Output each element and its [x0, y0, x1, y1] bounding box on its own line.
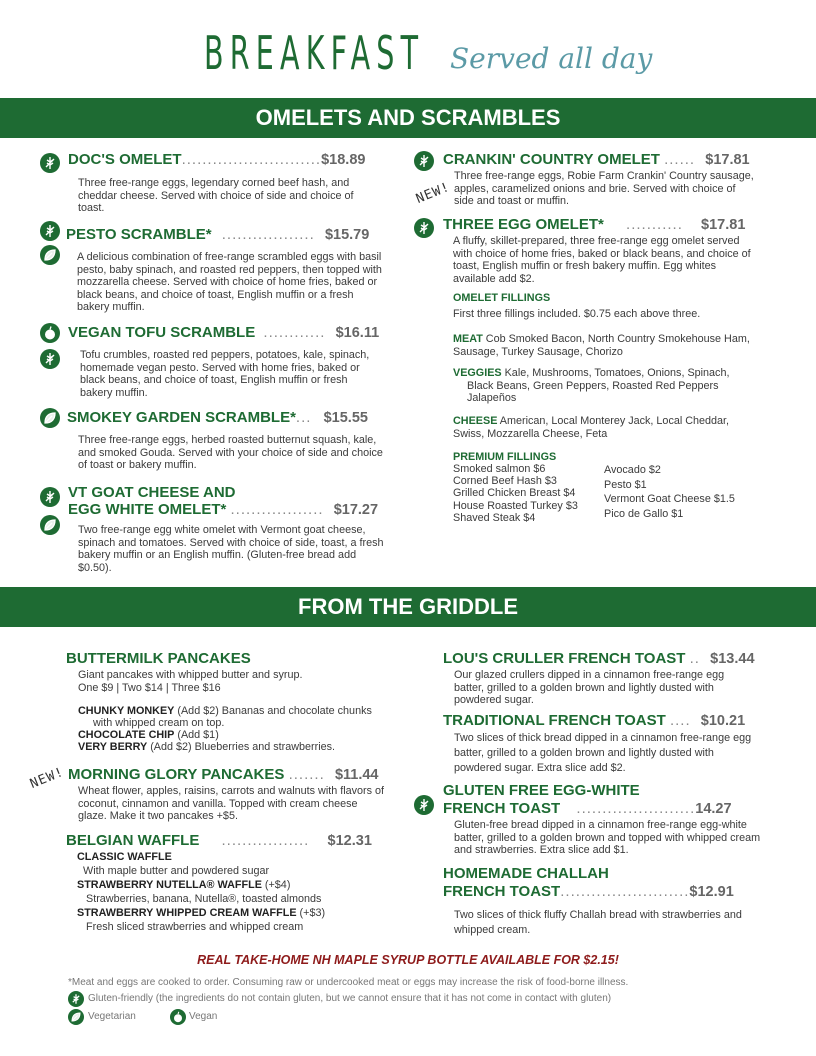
fillings-cheese-label: CHEESE — [453, 415, 498, 427]
leader-dots: ................. — [221, 832, 310, 849]
leader-dots: ... — [295, 409, 312, 426]
leader-dots: .. — [689, 650, 700, 667]
option-desc: (Add $1) — [174, 729, 219, 741]
fillings-meat — [453, 333, 753, 358]
fillings-veggies — [453, 367, 743, 405]
maple-syrup-promo: REAL TAKE-HOME NH MAPLE SYRUP BOTTLE AVAILABLE FOR $2.15! — [197, 953, 619, 967]
item-description: A delicious combination of free-range scrambled eggs with basil pesto, baby spinach, and roasted red peppers, then topped with mozzarella cheese. Served with choice of home fries, baked or black beans, and choice of toast, English muffin or a fresh bakery muffin. — [77, 251, 382, 314]
menu-item-gluten-free-french-toast — [443, 800, 732, 817]
item-description: A fluffy, skillet-prepared, three free-range egg omelet served with choice of home fries, baked or black beans, and choice of toast, English muffin or fresh bakery muffin. Egg whites available add $2. — [453, 235, 751, 285]
item-name: PESTO SCRAMBLE* — [66, 226, 212, 243]
menu-item-docs-omelet — [68, 151, 365, 168]
gluten-free-icon — [414, 795, 434, 815]
item-description: Three free-range eggs, Robie Farm Crankin' Country sausage, apples, caramelized onions and brie. Served with choice of side and toast or muffin. — [454, 170, 754, 208]
fillings-title: OMELET FILLINGS — [453, 292, 551, 304]
option-label: STRAWBERRY WHIPPED CREAM WAFFLE — [77, 907, 297, 919]
option-chunky-monkey — [78, 705, 388, 718]
option-add: (+$4) — [261, 879, 291, 891]
item-price: $17.27 — [333, 502, 379, 518]
item-price: $16.11 — [335, 325, 380, 341]
item-name: VEGAN TOFU SCRAMBLE — [68, 324, 256, 341]
waffle-nutella-desc: Strawberries, banana, Nutella®, toasted almonds — [86, 893, 322, 905]
waffle-nutella — [77, 879, 290, 892]
item-price: $10.21 — [700, 713, 746, 729]
leader-dots: .................. — [230, 501, 324, 518]
gluten-free-icon — [414, 151, 434, 171]
item-description: Our glazed crullers dipped in a cinnamon free-range egg batter, grilled to a golden brown and lightly dusted with powdered sugar. — [454, 669, 725, 707]
menu-item-lous-cruller — [443, 650, 755, 667]
item-price: $12.91 — [689, 884, 734, 900]
menu-item-gluten-free-name-line1: GLUTEN FREE EGG-WHITE — [443, 782, 640, 799]
option-desc: (Add $2) Blueberries and strawberries. — [147, 741, 336, 753]
gluten-free-icon — [40, 221, 60, 241]
item-description: Tofu crumbles, roasted red peppers, potatoes, kale, spinach, homemade vegan pesto. Served with home fries, baked or black beans, and choice of toast, English muffin or fresh bakery muffin. — [80, 349, 370, 399]
fillings-cheese-list: American, Local Monterey Jack, Local Cheddar, Swiss, Mozzarella Cheese, Feta — [453, 415, 730, 440]
menu-item-goat-cheese-omelet — [68, 501, 378, 518]
fillings-meat-label: MEAT — [453, 333, 483, 345]
option-label: CHUNKY MONKEY — [78, 705, 175, 717]
vegan-apple-icon — [170, 1009, 186, 1025]
premium-filling: Pico de Gallo $1 — [604, 507, 684, 520]
menu-item-challah-french-toast — [443, 883, 734, 900]
item-description: Two slices of thick bread dipped in a cinnamon free-range egg batter, grilled to a golden brown and lightly dusted with powdered sugar. Extra slice add $2. — [454, 732, 752, 774]
fillings-intro: First three fillings included. $0.75 each above three. — [453, 308, 701, 320]
item-name: DOC'S OMELET — [68, 151, 182, 168]
item-price: $15.55 — [323, 410, 368, 426]
gluten-free-icon — [68, 991, 84, 1007]
item-description: Three free-range eggs, legendary corned beef hash, and cheddar cheese. Served with choice of side and choice of toast. — [78, 177, 354, 215]
fillings-veggies-label: VEGGIES — [453, 367, 502, 379]
item-description: Gluten-free bread dipped in a cinnamon free-range egg-white batter, grilled to a golden brown and topped with whipped cream and strawberries. Extra slice add $1. — [454, 819, 761, 857]
premium-fillings-title: PREMIUM FILLINGS — [453, 451, 557, 463]
item-name: LOU'S CRULLER FRENCH TOAST — [443, 650, 686, 667]
food-safety-disclaimer: *Meat and eggs are cooked to order. Consuming raw or undercooked meat or eggs may increase the risk of food-borne illness. — [68, 977, 629, 988]
fillings-meat-list: Cob Smoked Bacon, North Country Smokehouse Ham, Sausage, Turkey Sausage, Chorizo — [453, 333, 750, 358]
gluten-free-icon — [40, 349, 60, 369]
premium-filling: Avocado $2 — [604, 464, 661, 476]
new-badge: NEW! — [414, 179, 453, 207]
option-label: VERY BERRY — [78, 741, 148, 753]
menu-item-buttermilk-pancakes: BUTTERMILK PANCAKES — [66, 650, 251, 667]
item-name: FRENCH TOAST — [443, 883, 561, 900]
vegan-apple-icon — [40, 323, 60, 343]
menu-item-smokey-garden-scramble — [67, 409, 368, 426]
legend-gluten-friendly: Gluten-friendly (the ingredients do not contain gluten, but we cannot ensure that it has not come in contact with gluten) — [88, 993, 612, 1004]
item-name: MORNING GLORY PANCAKES — [68, 766, 285, 783]
item-description: Two slices of thick fluffy Challah bread with strawberries and whipped cream. — [454, 909, 742, 936]
item-prices: One $9 | Two $14 | Three $16 — [78, 682, 221, 694]
premium-filling: Grilled Chicken Breast $4 — [453, 487, 576, 500]
premium-filling: House Roasted Turkey $3 — [453, 499, 578, 512]
item-price: $17.81 — [701, 217, 746, 233]
vegetarian-leaf-icon — [40, 408, 60, 428]
premium-fillings-right — [604, 463, 735, 521]
item-name: EGG WHITE OMELET* — [68, 501, 227, 518]
gluten-free-icon — [414, 218, 434, 238]
item-price: $15.79 — [324, 227, 370, 243]
leader-dots: .... — [669, 712, 691, 729]
option-add: (+$3) — [296, 907, 326, 919]
leader-dots: ............ — [263, 324, 326, 341]
section-header-griddle: FROM THE GRIDDLE — [0, 587, 816, 627]
item-description: Giant pancakes with whipped butter and syrup. — [78, 669, 303, 681]
item-price: $12.31 — [327, 833, 372, 849]
legend-vegetarian: Vegetarian — [88, 1011, 136, 1022]
item-name: TRADITIONAL FRENCH TOAST — [443, 712, 666, 729]
option-chocolate-chip — [78, 729, 219, 742]
leader-dots: ...... — [664, 151, 696, 168]
menu-item-pesto-scramble — [66, 226, 369, 243]
item-name: THREE EGG OMELET* — [443, 216, 604, 233]
menu-item-traditional-french-toast — [443, 712, 745, 729]
option-chunky-monkey-cont: with whipped cream on top. — [93, 717, 225, 729]
vegetarian-leaf-icon — [68, 1009, 84, 1025]
item-name: SMOKEY GARDEN SCRAMBLE* — [67, 409, 296, 426]
legend-vegan: Vegan — [189, 1011, 218, 1022]
leader-dots: .................. — [221, 226, 315, 243]
leader-dots: ....................... — [576, 800, 696, 817]
menu-item-goat-cheese-name-line1: VT GOAT CHEESE AND — [68, 484, 236, 501]
menu-item-belgian-waffle — [66, 832, 372, 849]
item-description: Wheat flower, apples, raisins, carrots and walnuts with flavors of coconut, cinnamon and vanilla. Topped with cream cheese glaze. Make it two pancakes +$5. — [78, 785, 385, 823]
premium-fillings-left — [453, 463, 578, 524]
premium-filling: Corned Beef Hash $3 — [453, 475, 557, 488]
new-badge: NEW! — [28, 764, 67, 792]
gluten-free-icon — [40, 153, 60, 173]
leader-dots: ....... — [288, 766, 325, 783]
vegetarian-leaf-icon — [40, 515, 60, 535]
menu-item-three-egg-omelet — [443, 216, 745, 233]
option-label: CHOCOLATE CHIP — [78, 729, 175, 741]
vegetarian-leaf-icon — [40, 245, 60, 265]
menu-item-challah-name-line1: HOMEMADE CHALLAH — [443, 865, 609, 882]
premium-filling: Vermont Goat Cheese $1.5 — [604, 493, 735, 506]
waffle-whipped-cream — [77, 907, 325, 920]
premium-filling: Smoked salmon $6 — [453, 463, 546, 475]
leader-dots: ........... — [626, 216, 683, 233]
item-name: BELGIAN WAFFLE — [66, 832, 200, 849]
menu-item-crankin-country-omelet — [443, 151, 750, 168]
option-very-berry — [78, 741, 335, 754]
premium-filling: Pesto $1 — [604, 478, 647, 491]
waffle-classic-desc: With maple butter and powdered sugar — [83, 865, 270, 877]
menu-item-vegan-tofu-scramble — [68, 324, 379, 341]
fillings-veggies-list: Kale, Mushrooms, Tomatoes, Onions, Spinach, Black Beans, Green Peppers, Roasted Red Peppers Jalapeños — [467, 367, 730, 405]
item-price: $13.44 — [710, 651, 755, 667]
leader-dots: ......................... — [560, 883, 690, 900]
item-description: Two free-range egg white omelet with Vermont goat cheese, spinach and tomatoes. Served with choice of side, toast, a fresh bakery muffin or an English muffin. (Gluten-free bread add $0.50). — [78, 524, 384, 574]
section-header-omelets: OMELETS AND SCRAMBLES — [0, 98, 816, 138]
waffle-classic-label: CLASSIC WAFFLE — [77, 851, 172, 863]
premium-filling: Shaved Steak $4 — [453, 511, 536, 524]
fillings-cheese — [453, 415, 753, 440]
option-label: STRAWBERRY NUTELLA® WAFFLE — [77, 879, 262, 891]
item-price: 14.27 — [695, 801, 732, 817]
page-subtitle: Served all day — [450, 42, 653, 75]
item-price: $11.44 — [334, 767, 379, 783]
item-price: $17.81 — [705, 152, 750, 168]
waffle-whipped-desc: Fresh sliced strawberries and whipped cream — [86, 921, 304, 933]
gluten-free-icon — [40, 487, 60, 507]
item-name: FRENCH TOAST — [443, 800, 561, 817]
page-title: BREAKFAST — [204, 26, 425, 80]
option-desc: (Add $2) Bananas and chocolate chunks — [174, 705, 372, 717]
item-description: Three free-range eggs, herbed roasted butternut squash, kale, and smoked Gouda. Served with your choice of side and choice of toast or bakery muffin. — [78, 434, 383, 472]
menu-item-morning-glory-pancakes — [68, 766, 379, 783]
item-name: CRANKIN' COUNTRY OMELET — [443, 151, 660, 168]
item-price: $18.89 — [321, 152, 366, 168]
leader-dots: ........................... — [181, 151, 322, 168]
